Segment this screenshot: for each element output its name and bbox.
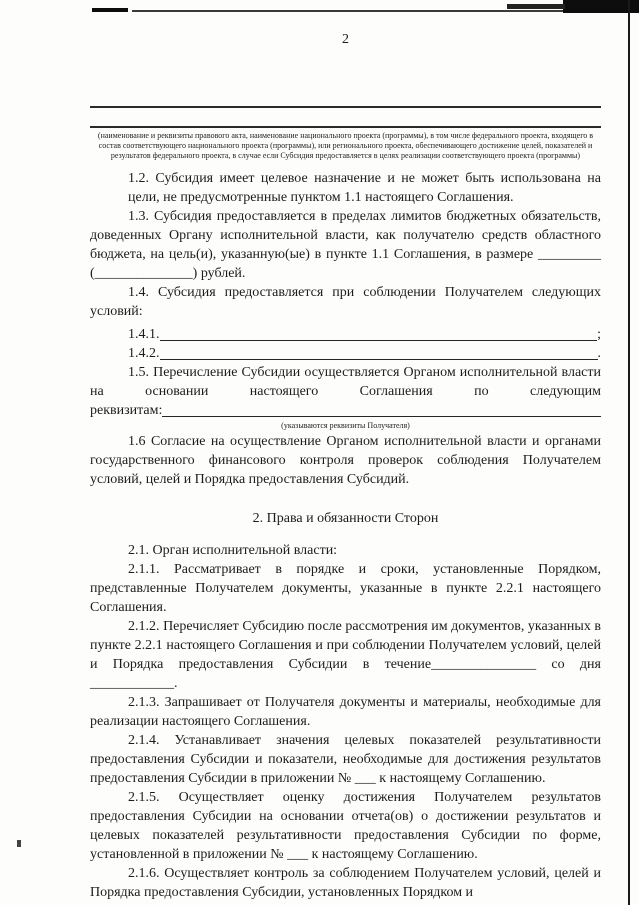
clause-1-4-1-number: 1.4.1. xyxy=(128,327,160,342)
clause-2-1: 2.1. Орган исполнительной власти: xyxy=(128,543,338,558)
scan-artifact-top-dash xyxy=(92,8,128,12)
clause-1-4-1 xyxy=(90,325,601,344)
act-name-blank-lines xyxy=(90,88,601,128)
clause-1-2: 1.2. Субсидия имеет целевое назначение и не может быть использована на цели, не предусмотренные пунктом 1.1 настоящего Соглашения. xyxy=(128,171,601,205)
scan-artifact-dot xyxy=(17,840,21,847)
clause-1-6: 1.6 Согласие на осуществление Органом исполнительной власти и органами государственного финансового контроля проверок соблюдения Получателем условий, целей и Порядка предоставления Субсидий. xyxy=(90,434,601,487)
clause-1-4-2 xyxy=(90,344,601,363)
scan-artifact-right-edge xyxy=(628,0,630,905)
clause-2-1-4: 2.1.4. Устанавливает значения целевых показателей результативности предоставления Субсидии и показатели, необходимые для достижения результатов предоставления Субсидии в приложении № ___ к настоящему Соглашению. xyxy=(90,733,601,786)
clause-1-3: 1.3. Субсидия предоставляется в пределах лимитов бюджетных обязательств, доведенных Органу исполнительной власти, как получателю средств областного бюджета, на цель(и), указанную(ые) в пункте 1.1 Соглашения, в размере _________ (______________) рублей. xyxy=(90,209,601,281)
scan-artifact-corner-2 xyxy=(507,4,565,9)
blank-field xyxy=(160,340,598,341)
clause-1-5-requisites xyxy=(90,401,601,420)
page-number: 2 xyxy=(342,32,349,47)
clause-2-1-1: 2.1.1. Рассматривает в порядке и сроки, установленные Порядком, представленные Получателем документы, указанные в пункте 2.2.1 настоящего Соглашения. xyxy=(90,562,601,615)
clause-1-4: 1.4. Субсидия предоставляется при соблюдении Получателем следующих условий: xyxy=(90,285,601,319)
recipient-requisites-caption: (указываются реквизиты Получателя) xyxy=(281,421,410,430)
blank-line xyxy=(90,88,601,108)
page-content xyxy=(90,30,601,902)
scan-artifact-top-line xyxy=(132,10,564,12)
blank-line xyxy=(90,108,601,128)
clause-2-1-3: 2.1.3. Запрашивает от Получателя документы и материалы, необходимые для реализации настоящего Соглашения. xyxy=(90,695,601,729)
blank-field xyxy=(160,359,598,360)
section-2-heading: 2. Права и обязанности Сторон xyxy=(252,511,439,526)
clause-2-1-6: 2.1.6. Осуществляет контроль за соблюдением Получателем условий, целей и Порядка предоставления Субсидии, установленных Порядком и xyxy=(90,866,601,900)
legal-act-caption: (наименование и реквизиты правового акта, наименование национального проекта (программы), в том числе федерального проекта, входящего в состав соответствующего национального проекта (программы), или регионального проекта, обеспечивающего достижение целей, показателей и результатов федерального проекта, в случае если Субсидия предоставляется в целях реализации соответствующего проекта (программы) xyxy=(97,131,594,160)
clause-1-4-2-number: 1.4.2. xyxy=(128,346,160,361)
clause-1-4-1-suffix: ; xyxy=(597,327,601,342)
clause-2-1-5: 2.1.5. Осуществляет оценку достижения Получателем результатов предоставления Субсидии на основании отчета(ов) о достижении результатов и целевых показателей результативности предоставления Субсидии по форме, установленной в приложении № ___ к настоящему Соглашению. xyxy=(90,790,601,862)
requisites-label: реквизитам: xyxy=(90,403,163,418)
clause-1-4-2-suffix: . xyxy=(597,346,601,361)
blank-field xyxy=(162,416,601,417)
clause-1-5: 1.5. Перечисление Субсидии осуществляется Органом исполнительной власти на основании настоящего Соглашения по следующим xyxy=(90,365,601,399)
clause-2-1-2: 2.1.2. Перечисляет Субсидию после рассмотрения им документов, указанных в пункте 2.2.1 настоящего Соглашения и при соблюдении Получателем условий, целей и Порядка предоставления Субсидии в течение_______________ со дня ____________. xyxy=(90,619,601,691)
